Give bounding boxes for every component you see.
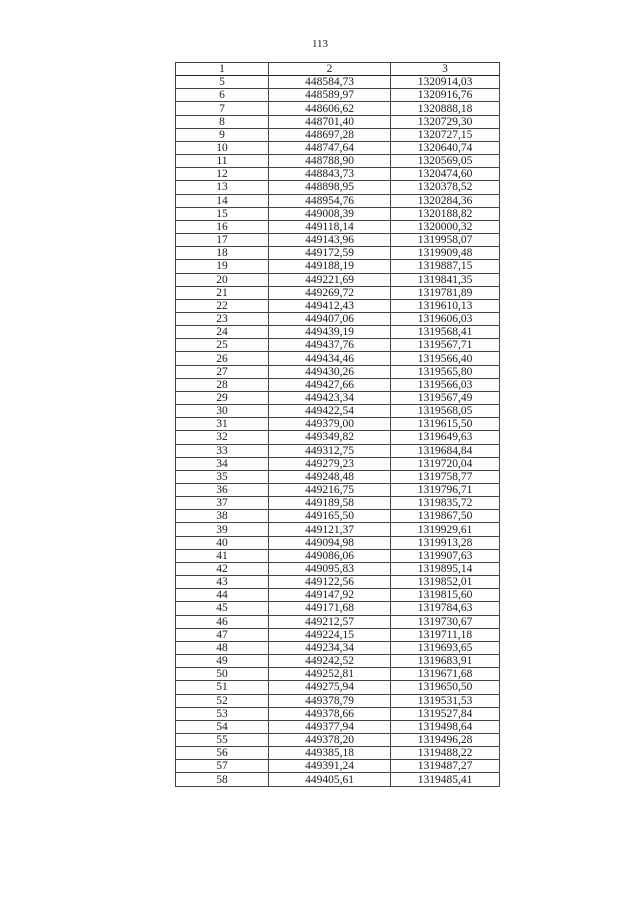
- table-row: [176, 602, 500, 615]
- point-number-cell: 39: [176, 523, 269, 536]
- x-coordinate-cell: 449188,19: [269, 260, 391, 273]
- table-row: [176, 431, 500, 444]
- point-number-cell: 19: [176, 260, 269, 273]
- x-coordinate-cell: 449412,43: [269, 299, 391, 312]
- x-coordinate-cell: 448843,73: [269, 168, 391, 181]
- x-coordinate-cell: 449405,61: [269, 773, 391, 786]
- table-row: [176, 378, 500, 391]
- x-coordinate-cell: 449378,20: [269, 733, 391, 746]
- y-coordinate-cell: 1319649,63: [391, 431, 500, 444]
- y-coordinate-cell: 1320888,18: [391, 102, 500, 115]
- point-number-cell: 23: [176, 312, 269, 325]
- table-row: [176, 773, 500, 786]
- x-coordinate-cell: 449143,96: [269, 234, 391, 247]
- x-coordinate-cell: 449248,48: [269, 470, 391, 483]
- point-number-cell: 25: [176, 339, 269, 352]
- point-number-cell: 58: [176, 773, 269, 786]
- x-coordinate-cell: 449437,76: [269, 339, 391, 352]
- y-coordinate-cell: 1319781,89: [391, 286, 500, 299]
- y-coordinate-cell: 1319488,22: [391, 747, 500, 760]
- y-coordinate-cell: 1319650,50: [391, 681, 500, 694]
- y-coordinate-cell: 1319796,71: [391, 484, 500, 497]
- y-coordinate-cell: 1319566,40: [391, 352, 500, 365]
- y-coordinate-cell: 1319606,03: [391, 312, 500, 325]
- table-row: [176, 720, 500, 733]
- column-header: 3: [391, 63, 500, 76]
- y-coordinate-cell: 1319693,65: [391, 641, 500, 654]
- table-row: [176, 549, 500, 562]
- point-number-cell: 31: [176, 418, 269, 431]
- point-number-cell: 6: [176, 89, 269, 102]
- point-number-cell: 5: [176, 76, 269, 89]
- x-coordinate-cell: 449430,26: [269, 365, 391, 378]
- x-coordinate-cell: 449427,66: [269, 378, 391, 391]
- point-number-cell: 9: [176, 128, 269, 141]
- point-number-cell: 52: [176, 694, 269, 707]
- x-coordinate-cell: 449172,59: [269, 247, 391, 260]
- point-number-cell: 17: [176, 234, 269, 247]
- x-coordinate-cell: 449008,39: [269, 207, 391, 220]
- y-coordinate-cell: 1319496,28: [391, 733, 500, 746]
- y-coordinate-cell: 1319565,80: [391, 365, 500, 378]
- point-number-cell: 48: [176, 641, 269, 654]
- table-row: [176, 418, 500, 431]
- table-row: [176, 89, 500, 102]
- y-coordinate-cell: 1319907,63: [391, 549, 500, 562]
- point-number-cell: 37: [176, 497, 269, 510]
- coordinates-table: [175, 62, 500, 787]
- table-row: [176, 260, 500, 273]
- point-number-cell: 55: [176, 733, 269, 746]
- point-number-cell: 51: [176, 681, 269, 694]
- y-coordinate-cell: 1319527,84: [391, 707, 500, 720]
- y-coordinate-cell: 1320729,30: [391, 115, 500, 128]
- table-row: [176, 562, 500, 575]
- point-number-cell: 7: [176, 102, 269, 115]
- x-coordinate-cell: 449379,00: [269, 418, 391, 431]
- table-row: [176, 733, 500, 746]
- point-number-cell: 53: [176, 707, 269, 720]
- table-row: [176, 141, 500, 154]
- table-row: [176, 168, 500, 181]
- x-coordinate-cell: 449349,82: [269, 431, 391, 444]
- y-coordinate-cell: 1320916,76: [391, 89, 500, 102]
- point-number-cell: 28: [176, 378, 269, 391]
- x-coordinate-cell: 449391,24: [269, 760, 391, 773]
- point-number-cell: 33: [176, 444, 269, 457]
- point-number-cell: 49: [176, 655, 269, 668]
- x-coordinate-cell: 448584,73: [269, 76, 391, 89]
- x-coordinate-cell: 449269,72: [269, 286, 391, 299]
- table-row: [176, 128, 500, 141]
- x-coordinate-cell: 449094,98: [269, 536, 391, 549]
- y-coordinate-cell: 1319913,28: [391, 536, 500, 549]
- x-coordinate-cell: 449216,75: [269, 484, 391, 497]
- y-coordinate-cell: 1319887,15: [391, 260, 500, 273]
- x-coordinate-cell: 449121,37: [269, 523, 391, 536]
- point-number-cell: 8: [176, 115, 269, 128]
- x-coordinate-cell: 449439,19: [269, 326, 391, 339]
- point-number-cell: 29: [176, 391, 269, 404]
- x-coordinate-cell: 448788,90: [269, 155, 391, 168]
- y-coordinate-cell: 1319835,72: [391, 497, 500, 510]
- point-number-cell: 20: [176, 273, 269, 286]
- y-coordinate-cell: 1319683,91: [391, 655, 500, 668]
- point-number-cell: 56: [176, 747, 269, 760]
- point-number-cell: 38: [176, 510, 269, 523]
- x-coordinate-cell: 449378,79: [269, 694, 391, 707]
- y-coordinate-cell: 1319531,53: [391, 694, 500, 707]
- point-number-cell: 54: [176, 720, 269, 733]
- table-row: [176, 286, 500, 299]
- y-coordinate-cell: 1319485,41: [391, 773, 500, 786]
- table-row: [176, 523, 500, 536]
- x-coordinate-cell: 448589,97: [269, 89, 391, 102]
- table-row: [176, 391, 500, 404]
- point-number-cell: 45: [176, 602, 269, 615]
- x-coordinate-cell: 449422,54: [269, 405, 391, 418]
- table-row: [176, 181, 500, 194]
- table-row: [176, 299, 500, 312]
- column-header: 2: [269, 63, 391, 76]
- point-number-cell: 14: [176, 194, 269, 207]
- x-coordinate-cell: 448747,64: [269, 141, 391, 154]
- point-number-cell: 32: [176, 431, 269, 444]
- point-number-cell: 57: [176, 760, 269, 773]
- point-number-cell: 24: [176, 326, 269, 339]
- y-coordinate-cell: 1319958,07: [391, 234, 500, 247]
- y-coordinate-cell: 1319610,13: [391, 299, 500, 312]
- y-coordinate-cell: 1320727,15: [391, 128, 500, 141]
- y-coordinate-cell: 1319568,05: [391, 405, 500, 418]
- table-row: [176, 760, 500, 773]
- point-number-cell: 18: [176, 247, 269, 260]
- x-coordinate-cell: 449147,92: [269, 589, 391, 602]
- point-number-cell: 22: [176, 299, 269, 312]
- x-coordinate-cell: 449171,68: [269, 602, 391, 615]
- table-row: [176, 247, 500, 260]
- table-row: [176, 536, 500, 549]
- y-coordinate-cell: 1319784,63: [391, 602, 500, 615]
- y-coordinate-cell: 1319909,48: [391, 247, 500, 260]
- point-number-cell: 13: [176, 181, 269, 194]
- table-row: [176, 405, 500, 418]
- x-coordinate-cell: 449122,56: [269, 576, 391, 589]
- y-coordinate-cell: 1319815,60: [391, 589, 500, 602]
- table-row: [176, 102, 500, 115]
- table-row: [176, 641, 500, 654]
- y-coordinate-cell: 1319841,35: [391, 273, 500, 286]
- x-coordinate-cell: 449407,06: [269, 312, 391, 325]
- y-coordinate-cell: 1320188,82: [391, 207, 500, 220]
- page-number: 113: [311, 38, 329, 50]
- y-coordinate-cell: 1320378,52: [391, 181, 500, 194]
- x-coordinate-cell: 449378,66: [269, 707, 391, 720]
- table-row: [176, 312, 500, 325]
- point-number-cell: 34: [176, 457, 269, 470]
- y-coordinate-cell: 1319498,64: [391, 720, 500, 733]
- x-coordinate-cell: 449312,75: [269, 444, 391, 457]
- point-number-cell: 41: [176, 549, 269, 562]
- table-row: [176, 220, 500, 233]
- y-coordinate-cell: 1319852,01: [391, 576, 500, 589]
- y-coordinate-cell: 1319711,18: [391, 628, 500, 641]
- table-row: [176, 207, 500, 220]
- x-coordinate-cell: 448701,40: [269, 115, 391, 128]
- x-coordinate-cell: 449385,18: [269, 747, 391, 760]
- point-number-cell: 11: [176, 155, 269, 168]
- table-row: [176, 234, 500, 247]
- point-number-cell: 47: [176, 628, 269, 641]
- y-coordinate-cell: 1319720,04: [391, 457, 500, 470]
- point-number-cell: 50: [176, 668, 269, 681]
- x-coordinate-cell: 448697,28: [269, 128, 391, 141]
- table-row: [176, 365, 500, 378]
- table-row: [176, 339, 500, 352]
- y-coordinate-cell: 1319615,50: [391, 418, 500, 431]
- table-row: [176, 326, 500, 339]
- point-number-cell: 30: [176, 405, 269, 418]
- x-coordinate-cell: 449189,58: [269, 497, 391, 510]
- y-coordinate-cell: 1319567,71: [391, 339, 500, 352]
- y-coordinate-cell: 1320640,74: [391, 141, 500, 154]
- point-number-cell: 16: [176, 220, 269, 233]
- x-coordinate-cell: 449252,81: [269, 668, 391, 681]
- x-coordinate-cell: 449234,34: [269, 641, 391, 654]
- y-coordinate-cell: 1320284,36: [391, 194, 500, 207]
- table-row: [176, 115, 500, 128]
- x-coordinate-cell: 448898,95: [269, 181, 391, 194]
- y-coordinate-cell: 1319568,41: [391, 326, 500, 339]
- point-number-cell: 42: [176, 562, 269, 575]
- table-row: [176, 155, 500, 168]
- y-coordinate-cell: 1319567,49: [391, 391, 500, 404]
- table-row: [176, 747, 500, 760]
- x-coordinate-cell: 449224,15: [269, 628, 391, 641]
- table-row: [176, 470, 500, 483]
- table-row: [176, 76, 500, 89]
- table-row: [176, 510, 500, 523]
- point-number-cell: 15: [176, 207, 269, 220]
- table-row: [176, 352, 500, 365]
- point-number-cell: 12: [176, 168, 269, 181]
- x-coordinate-cell: 449095,83: [269, 562, 391, 575]
- point-number-cell: 44: [176, 589, 269, 602]
- x-coordinate-cell: 449221,69: [269, 273, 391, 286]
- x-coordinate-cell: 448954,76: [269, 194, 391, 207]
- point-number-cell: 21: [176, 286, 269, 299]
- point-number-cell: 43: [176, 576, 269, 589]
- y-coordinate-cell: 1319730,67: [391, 615, 500, 628]
- y-coordinate-cell: 1320000,32: [391, 220, 500, 233]
- y-coordinate-cell: 1319895,14: [391, 562, 500, 575]
- table-row: [176, 444, 500, 457]
- y-coordinate-cell: 1319684,84: [391, 444, 500, 457]
- y-coordinate-cell: 1319867,50: [391, 510, 500, 523]
- x-coordinate-cell: 449275,94: [269, 681, 391, 694]
- x-coordinate-cell: 449377,94: [269, 720, 391, 733]
- y-coordinate-cell: 1319487,27: [391, 760, 500, 773]
- table-row: [176, 576, 500, 589]
- point-number-cell: 36: [176, 484, 269, 497]
- point-number-cell: 46: [176, 615, 269, 628]
- x-coordinate-cell: 448606,62: [269, 102, 391, 115]
- point-number-cell: 27: [176, 365, 269, 378]
- x-coordinate-cell: 449118,14: [269, 220, 391, 233]
- table-row: [176, 273, 500, 286]
- table-header-row: [176, 63, 500, 76]
- table-row: [176, 655, 500, 668]
- table-row: [176, 497, 500, 510]
- point-number-cell: 40: [176, 536, 269, 549]
- point-number-cell: 10: [176, 141, 269, 154]
- table-row: [176, 194, 500, 207]
- y-coordinate-cell: 1319758,77: [391, 470, 500, 483]
- table-row: [176, 457, 500, 470]
- y-coordinate-cell: 1320569,05: [391, 155, 500, 168]
- x-coordinate-cell: 449423,34: [269, 391, 391, 404]
- y-coordinate-cell: 1319929,61: [391, 523, 500, 536]
- x-coordinate-cell: 449242,52: [269, 655, 391, 668]
- table-row: [176, 681, 500, 694]
- x-coordinate-cell: 449165,50: [269, 510, 391, 523]
- column-header: 1: [176, 63, 269, 76]
- table-row: [176, 589, 500, 602]
- table-row: [176, 484, 500, 497]
- x-coordinate-cell: 449434,46: [269, 352, 391, 365]
- x-coordinate-cell: 449279,23: [269, 457, 391, 470]
- point-number-cell: 26: [176, 352, 269, 365]
- y-coordinate-cell: 1319566,03: [391, 378, 500, 391]
- table-row: [176, 615, 500, 628]
- table-row: [176, 694, 500, 707]
- table-row: [176, 668, 500, 681]
- table-row: [176, 628, 500, 641]
- y-coordinate-cell: 1319671,68: [391, 668, 500, 681]
- x-coordinate-cell: 449086,06: [269, 549, 391, 562]
- x-coordinate-cell: 449212,57: [269, 615, 391, 628]
- y-coordinate-cell: 1320474,60: [391, 168, 500, 181]
- point-number-cell: 35: [176, 470, 269, 483]
- table-row: [176, 707, 500, 720]
- y-coordinate-cell: 1320914,03: [391, 76, 500, 89]
